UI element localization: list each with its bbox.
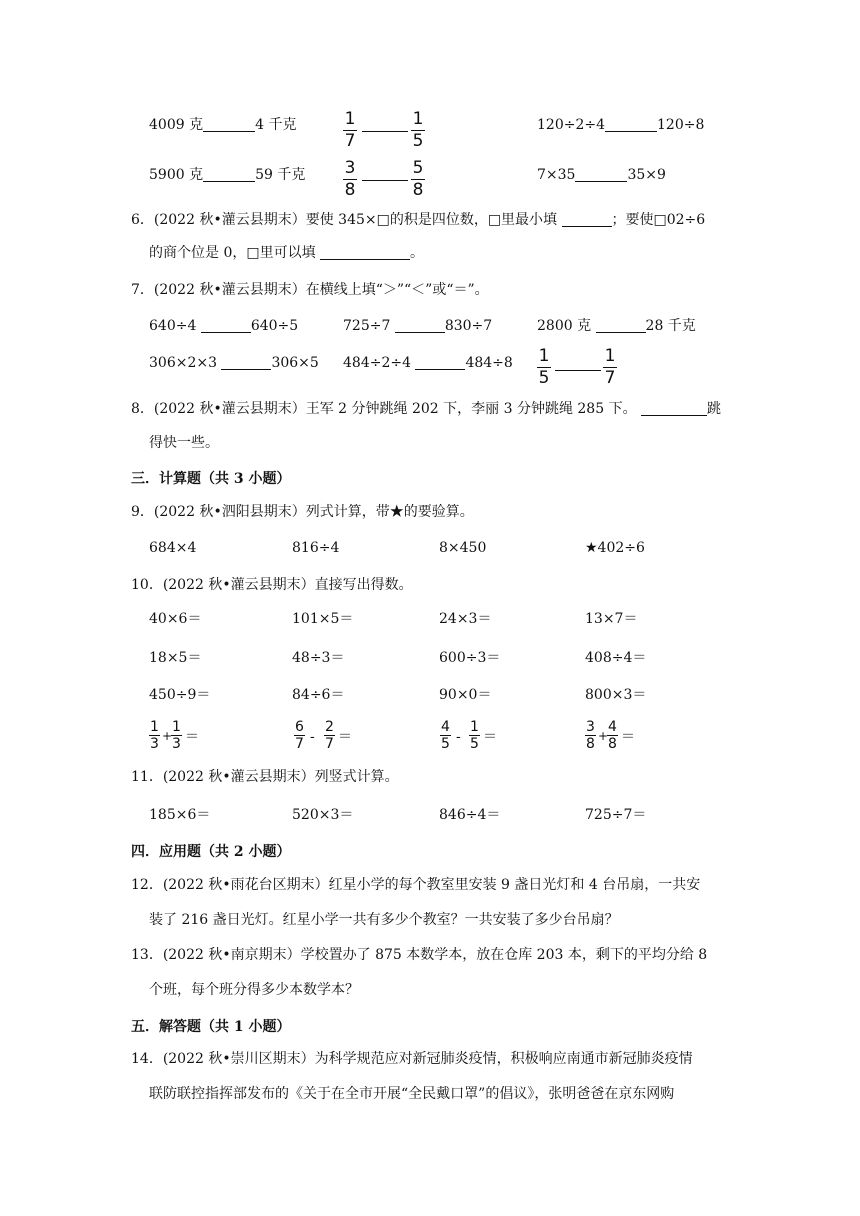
q10-item: 40×6＝ bbox=[149, 611, 202, 627]
fraction: 3 8 bbox=[344, 158, 356, 200]
q9-item: 816÷4 bbox=[292, 540, 340, 556]
fraction: 1 5 bbox=[412, 109, 424, 151]
q10-title: 10．(2022 秋•灌云县期末）直接写出得数。 bbox=[131, 577, 413, 593]
q12-line2: 装了 216 盏日光灯。红星小学一共有多少个教室？一共安装了多少台吊扇？ bbox=[149, 912, 619, 928]
section-4-heading: 四．应用题（共 2 小题） bbox=[131, 844, 291, 860]
q11-item: 520×3＝ bbox=[292, 807, 354, 823]
fraction: 1 3 bbox=[150, 719, 159, 752]
section-3-heading: 三．计算题（共 3 小题） bbox=[131, 471, 291, 487]
q10-item: 48÷3＝ bbox=[292, 650, 345, 666]
fraction: 4 5 bbox=[441, 719, 450, 752]
q11-item: 725÷7＝ bbox=[585, 807, 647, 823]
fraction: 2 7 bbox=[325, 719, 334, 752]
q11-item: 846÷4＝ bbox=[439, 807, 501, 823]
fraction: 3 8 bbox=[586, 719, 595, 752]
q6-line2: 的商个位是 0，□里可以填 。 bbox=[149, 245, 425, 261]
answer-blank[interactable] bbox=[362, 180, 408, 181]
q5-r1-left: 4009 克 4 千克 bbox=[149, 117, 297, 133]
q10-item: 90×0＝ bbox=[439, 687, 492, 703]
q9-item: 8×450 bbox=[439, 540, 487, 556]
q10-item: 84÷6＝ bbox=[292, 687, 345, 703]
fraction: 1 7 bbox=[604, 346, 616, 388]
q10-item: 800×3＝ bbox=[585, 687, 647, 703]
q13-line2: 个班，每个班分得多少本数学本？ bbox=[149, 982, 359, 998]
q6-line1: 6．(2022 秋•灌云县期末）要使 345×□的积是四位数，□里最小填 ；要使□02÷6 bbox=[131, 212, 706, 228]
q10-item: 101×5＝ bbox=[292, 611, 354, 627]
q7-title: 7．(2022 秋•灌云县期末）在横线上填“＞”“＜”或“＝”。 bbox=[131, 282, 489, 298]
q8-line1: 8．(2022 秋•灌云县期末）王军 2 分钟跳绳 202 下，李丽 3 分钟跳绳 285 下。 跳 bbox=[131, 401, 722, 417]
q7-r1-a: 640÷4 640÷5 bbox=[149, 318, 299, 334]
q11-item: 185×6＝ bbox=[149, 807, 211, 823]
q13-line1: 13．(2022 秋•南京期末）学校置办了 875 本数学本，放在仓库 203 本，剩下的平均分给 8 bbox=[131, 947, 708, 963]
q11-title: 11．(2022 秋•灌云县期末）列竖式计算。 bbox=[131, 769, 399, 785]
fraction: 1 5 bbox=[538, 346, 550, 388]
q5-r1-right: 120÷2÷4 120÷8 bbox=[537, 117, 705, 133]
q7-r1-b: 725÷7 830÷7 bbox=[343, 318, 493, 334]
q12-line1: 12．(2022 秋•雨花台区期末）红星小学的每个教室里安装 9 盏日光灯和 4 台吊扇，一共安 bbox=[131, 877, 701, 893]
q10-item: 13×7＝ bbox=[585, 611, 638, 627]
q5-r2-right: 7×35 35×9 bbox=[537, 167, 666, 183]
fraction: 6 7 bbox=[295, 719, 304, 752]
q9-title: 9．(2022 秋•泗阳县期末）列式计算，带★的要验算。 bbox=[131, 504, 474, 520]
q10-item: 600÷3＝ bbox=[439, 650, 501, 666]
answer-blank[interactable] bbox=[362, 131, 408, 132]
q9-item: ★402÷6 bbox=[585, 540, 645, 556]
fraction: 1 5 bbox=[470, 719, 479, 752]
q14-line2: 联防联控指挥部发布的《关于在全市开展“全民戴口罩”的倡议》，张明爸爸在京东网购 bbox=[149, 1086, 675, 1102]
fraction: 5 8 bbox=[412, 158, 424, 200]
q7-r1-c: 2800 克 28 千克 bbox=[537, 318, 696, 334]
q10-item: 408÷4＝ bbox=[585, 650, 647, 666]
q7-r2-b: 484÷2÷4 484÷8 bbox=[343, 355, 513, 371]
fraction: 1 3 bbox=[172, 719, 181, 752]
q7-r2-a: 306×2×3 306×5 bbox=[149, 355, 319, 371]
q5-r2-left: 5900 克 59 千克 bbox=[149, 167, 306, 183]
q10-item: 450÷9＝ bbox=[149, 687, 211, 703]
section-5-heading: 五．解答题（共 1 小题） bbox=[131, 1019, 291, 1035]
fraction: 4 8 bbox=[608, 719, 617, 752]
q8-line2: 得快一些。 bbox=[149, 435, 219, 451]
fraction: 1 7 bbox=[344, 109, 356, 151]
answer-blank[interactable] bbox=[555, 370, 601, 371]
q14-line1: 14．(2022 秋•崇川区期末）为科学规范应对新冠肺炎疫情，积极响应南通市新冠肺炎疫情 bbox=[131, 1051, 693, 1067]
q10-item: 24×3＝ bbox=[439, 611, 492, 627]
q9-item: 684×4 bbox=[149, 540, 197, 556]
q10-item: 18×5＝ bbox=[149, 650, 202, 666]
